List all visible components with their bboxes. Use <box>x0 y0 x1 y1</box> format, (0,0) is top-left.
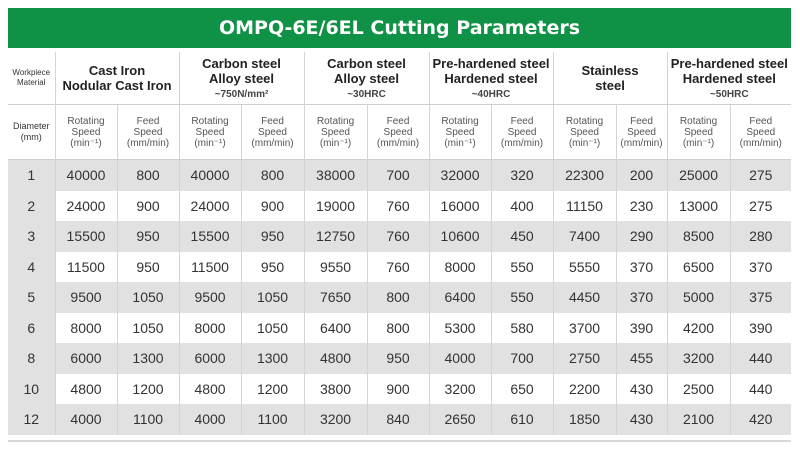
material-header <box>429 52 553 105</box>
rotating-speed-cell: 7400 <box>553 221 616 252</box>
feed-speed-cell: 760 <box>367 252 429 283</box>
rotating-speed-header: Rotating Speed (min⁻¹) <box>429 105 491 160</box>
table-row <box>8 282 791 313</box>
workpiece-line1: Workpiece <box>12 68 51 77</box>
rotating-speed-header: Rotating Speed (min⁻¹) <box>55 105 117 160</box>
feed-speed-cell: 1050 <box>241 313 304 344</box>
material-header <box>179 52 304 105</box>
feed-speed-cell: 1300 <box>117 343 179 374</box>
material-header <box>553 52 667 105</box>
feed-speed-cell: 430 <box>616 404 667 435</box>
feed-speed-cell: 1300 <box>241 343 304 374</box>
rotating-speed-cell: 5000 <box>667 282 730 313</box>
rotating-speed-cell: 6400 <box>304 313 367 344</box>
feed-speed-cell: 440 <box>730 374 791 405</box>
feed-speed-cell: 760 <box>367 191 429 222</box>
rotating-speed-cell: 2750 <box>553 343 616 374</box>
rotating-speed-cell: 22300 <box>553 160 616 191</box>
rotating-speed-cell: 40000 <box>55 160 117 191</box>
rotating-speed-cell: 5550 <box>553 252 616 283</box>
feed-speed-cell: 550 <box>491 282 553 313</box>
rotating-speed-cell: 8000 <box>179 313 241 344</box>
rotating-speed-cell: 24000 <box>179 191 241 222</box>
rotating-speed-cell: 4800 <box>55 374 117 405</box>
rotating-speed-cell: 4450 <box>553 282 616 313</box>
feed-speed-cell: 1100 <box>117 404 179 435</box>
feed-speed-cell: 800 <box>241 160 304 191</box>
material-name-line1: Carbon steel <box>327 56 406 71</box>
table-row <box>8 404 791 435</box>
workpiece-material-label <box>8 52 55 105</box>
diameter-cell: 1 <box>8 160 55 191</box>
feed-speed-cell: 430 <box>616 374 667 405</box>
feed-speed-cell: 455 <box>616 343 667 374</box>
table-row <box>8 252 791 283</box>
feed-speed-cell: 400 <box>491 191 553 222</box>
feed-speed-cell: 1100 <box>241 404 304 435</box>
rotating-speed-cell: 40000 <box>179 160 241 191</box>
material-header-row <box>8 52 791 105</box>
feed-speed-cell: 580 <box>491 313 553 344</box>
rotating-speed-cell: 3800 <box>304 374 367 405</box>
feed-speed-cell: 370 <box>616 282 667 313</box>
feed-speed-cell: 950 <box>367 343 429 374</box>
feed-speed-cell: 275 <box>730 191 791 222</box>
table-row <box>8 313 791 344</box>
rotating-speed-cell: 6500 <box>667 252 730 283</box>
feed-speed-cell: 900 <box>241 191 304 222</box>
title-text: OMPQ-6E/6EL Cutting Parameters <box>218 17 581 39</box>
rotating-speed-cell: 4000 <box>179 404 241 435</box>
feed-speed-header: Feed Speed (mm/min) <box>367 105 429 160</box>
rotating-speed-cell: 3700 <box>553 313 616 344</box>
feed-speed-cell: 370 <box>616 252 667 283</box>
material-hardness: ~40HRC <box>471 89 511 100</box>
cutting-parameters-table <box>8 52 791 435</box>
feed-speed-cell: 950 <box>117 252 179 283</box>
material-name-line2: steel <box>595 78 625 93</box>
table-row <box>8 374 791 405</box>
diameter-label <box>8 105 55 160</box>
feed-speed-header: Feed Speed (mm/min) <box>491 105 553 160</box>
feed-speed-cell: 950 <box>117 221 179 252</box>
diameter-cell: 2 <box>8 191 55 222</box>
rotating-speed-cell: 4800 <box>179 374 241 405</box>
rotating-speed-cell: 2500 <box>667 374 730 405</box>
rotating-speed-cell: 2100 <box>667 404 730 435</box>
feed-speed-cell: 375 <box>730 282 791 313</box>
feed-speed-cell: 450 <box>491 221 553 252</box>
material-header <box>55 52 179 105</box>
feed-speed-cell: 800 <box>367 313 429 344</box>
feed-speed-cell: 610 <box>491 404 553 435</box>
feed-speed-cell: 550 <box>491 252 553 283</box>
rotating-speed-cell: 7650 <box>304 282 367 313</box>
feed-speed-cell: 900 <box>117 191 179 222</box>
feed-speed-cell: 650 <box>491 374 553 405</box>
feed-speed-cell: 1050 <box>241 282 304 313</box>
rotating-speed-cell: 12750 <box>304 221 367 252</box>
diameter-cell: 8 <box>8 343 55 374</box>
workpiece-line2: Material <box>17 78 46 87</box>
rotating-speed-cell: 9550 <box>304 252 367 283</box>
feed-speed-cell: 290 <box>616 221 667 252</box>
feed-speed-cell: 1200 <box>241 374 304 405</box>
rotating-speed-cell: 13000 <box>667 191 730 222</box>
feed-speed-cell: 700 <box>367 160 429 191</box>
feed-speed-cell: 760 <box>367 221 429 252</box>
rotating-speed-cell: 3200 <box>429 374 491 405</box>
material-name-line2: Nodular Cast Iron <box>62 78 172 93</box>
feed-speed-cell: 950 <box>241 252 304 283</box>
feed-speed-header: Feed Speed (mm/min) <box>730 105 791 160</box>
bottom-divider <box>8 440 791 442</box>
rotating-speed-cell: 6000 <box>55 343 117 374</box>
feed-speed-cell: 800 <box>367 282 429 313</box>
feed-speed-cell: 950 <box>241 221 304 252</box>
rotating-speed-cell: 8000 <box>55 313 117 344</box>
feed-speed-cell: 390 <box>730 313 791 344</box>
rotating-speed-cell: 6000 <box>179 343 241 374</box>
rotating-speed-header: Rotating Speed (min⁻¹) <box>304 105 367 160</box>
material-name-line1: Stainless <box>581 63 639 78</box>
diameter-cell: 10 <box>8 374 55 405</box>
material-name-line1: Pre-hardened steel <box>432 56 550 71</box>
material-hardness: ~50HRC <box>709 89 749 100</box>
rotating-speed-cell: 1850 <box>553 404 616 435</box>
material-header <box>667 52 791 105</box>
feed-speed-header: Feed Speed (mm/min) <box>117 105 179 160</box>
table-body <box>8 160 791 435</box>
table-row <box>8 191 791 222</box>
rotating-speed-cell: 8500 <box>667 221 730 252</box>
material-name-line1: Cast Iron <box>88 63 146 78</box>
diameter-cell: 12 <box>8 404 55 435</box>
rotating-speed-cell: 11150 <box>553 191 616 222</box>
diameter-cell: 4 <box>8 252 55 283</box>
feed-speed-cell: 370 <box>730 252 791 283</box>
material-name-line2: Hardened steel <box>682 71 776 86</box>
table-row <box>8 160 791 191</box>
material-hardness: ~750N/mm² <box>214 89 269 100</box>
page-title <box>8 8 791 48</box>
table-row <box>8 343 791 374</box>
rotating-speed-cell: 11500 <box>55 252 117 283</box>
rotating-speed-cell: 19000 <box>304 191 367 222</box>
feed-speed-cell: 440 <box>730 343 791 374</box>
feed-speed-cell: 200 <box>616 160 667 191</box>
feed-speed-header: Feed Speed (mm/min) <box>241 105 304 160</box>
feed-speed-cell: 230 <box>616 191 667 222</box>
diameter-line2: (mm) <box>20 132 42 142</box>
rotating-speed-cell: 32000 <box>429 160 491 191</box>
material-hardness: ~30HRC <box>347 89 386 100</box>
material-name-line1: Pre-hardened steel <box>670 56 788 71</box>
rotating-speed-header: Rotating Speed (min⁻¹) <box>553 105 616 160</box>
rotating-speed-cell: 9500 <box>179 282 241 313</box>
material-name-line2: Alloy steel <box>209 71 275 86</box>
subheader-row <box>8 105 791 160</box>
table-row <box>8 221 791 252</box>
feed-speed-cell: 840 <box>367 404 429 435</box>
rotating-speed-cell: 24000 <box>55 191 117 222</box>
material-name-line2: Hardened steel <box>444 71 538 86</box>
diameter-line1: Diameter <box>12 121 50 131</box>
material-header <box>304 52 429 105</box>
feed-speed-cell: 320 <box>491 160 553 191</box>
rotating-speed-header: Rotating Speed (min⁻¹) <box>667 105 730 160</box>
rotating-speed-header: Rotating Speed (min⁻¹) <box>179 105 241 160</box>
feed-speed-header: Feed Speed (mm/min) <box>616 105 667 160</box>
rotating-speed-cell: 25000 <box>667 160 730 191</box>
rotating-speed-cell: 2200 <box>553 374 616 405</box>
rotating-speed-cell: 8000 <box>429 252 491 283</box>
feed-speed-cell: 900 <box>367 374 429 405</box>
rotating-speed-cell: 9500 <box>55 282 117 313</box>
rotating-speed-cell: 4000 <box>55 404 117 435</box>
rotating-speed-cell: 15500 <box>179 221 241 252</box>
feed-speed-cell: 280 <box>730 221 791 252</box>
feed-speed-cell: 390 <box>616 313 667 344</box>
feed-speed-cell: 420 <box>730 404 791 435</box>
rotating-speed-cell: 10600 <box>429 221 491 252</box>
feed-speed-cell: 1050 <box>117 313 179 344</box>
rotating-speed-cell: 15500 <box>55 221 117 252</box>
material-name-line1: Carbon steel <box>202 56 281 71</box>
rotating-speed-cell: 3200 <box>667 343 730 374</box>
feed-speed-cell: 700 <box>491 343 553 374</box>
feed-speed-cell: 800 <box>117 160 179 191</box>
diameter-cell: 5 <box>8 282 55 313</box>
rotating-speed-cell: 2650 <box>429 404 491 435</box>
diameter-cell: 6 <box>8 313 55 344</box>
material-name-line2: Alloy steel <box>334 71 400 86</box>
rotating-speed-cell: 5300 <box>429 313 491 344</box>
rotating-speed-cell: 11500 <box>179 252 241 283</box>
feed-speed-cell: 1050 <box>117 282 179 313</box>
rotating-speed-cell: 16000 <box>429 191 491 222</box>
rotating-speed-cell: 6400 <box>429 282 491 313</box>
feed-speed-cell: 275 <box>730 160 791 191</box>
rotating-speed-cell: 3200 <box>304 404 367 435</box>
rotating-speed-cell: 4200 <box>667 313 730 344</box>
diameter-cell: 3 <box>8 221 55 252</box>
feed-speed-cell: 1200 <box>117 374 179 405</box>
rotating-speed-cell: 4800 <box>304 343 367 374</box>
rotating-speed-cell: 38000 <box>304 160 367 191</box>
rotating-speed-cell: 4000 <box>429 343 491 374</box>
